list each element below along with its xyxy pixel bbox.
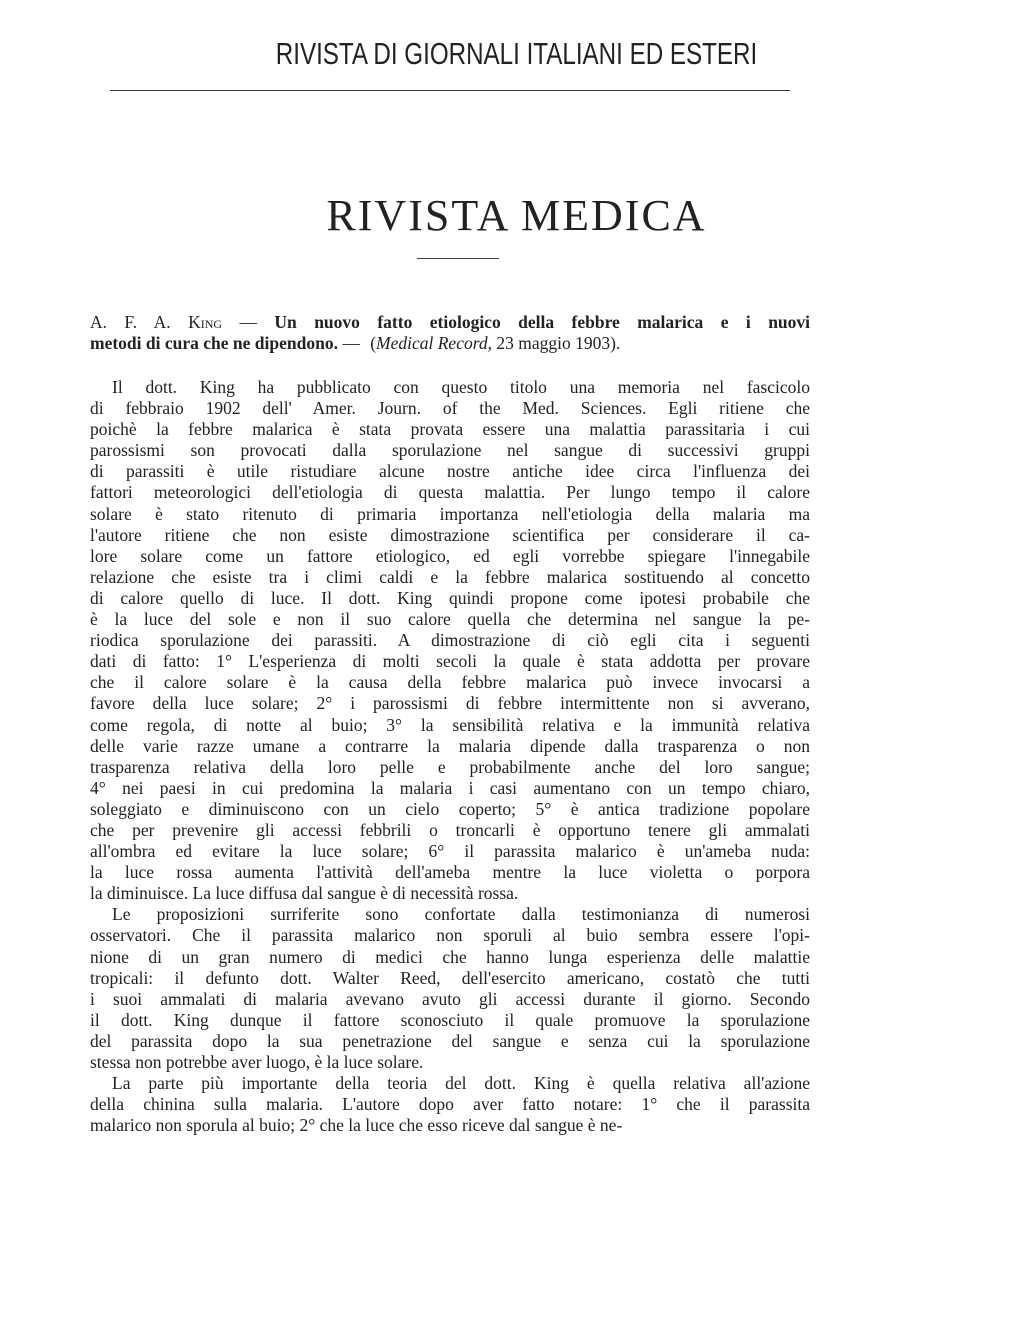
paragraph3-line: malarico non sporula al buio; 2° che la luce che esso riceve dal sangue è ne- [90,1115,623,1136]
paragraph1-line: favore della luce solare; 2° i parossismi di febbre intermittente non si avverano, [90,693,810,714]
paragraph2-line: stessa non potrebbe aver luogo, è la luce solare. [90,1052,424,1072]
paragraph-3 [90,1073,810,1136]
paragraph1-line: la diminuisce. La luce diffusa dal sangue è di necessità rossa. [90,883,519,904]
paragraph1-line: che il calore solare è la causa della febbre malarica può invece invocarsi a [90,672,810,693]
paragraph1-line: di calore quello di luce. Il dott. King quindi propone come ipotesi probabile che [90,587,810,608]
paragraph1-line: di parassiti è utile ristudiare alcune nostre antiche idee circa l'influenza dei [90,461,810,482]
paragraph1-line: lore solare come un fattore etiologico, ed egli vorrebbe spiegare l'innegabile [90,545,810,566]
paragraph1-line: dati di fatto: 1° L'esperienza di molti secoli la quale è stata addotta per provare [90,651,810,672]
paragraph1-line: di febbraio 1902 dell' Amer. Journ. of the Med. Sciences. Egli ritiene che [90,398,810,419]
article-heading-line-1 [90,312,810,333]
author-name: King [188,312,223,332]
paragraph2-line: il dott. King dunque il fattore sconosciuto il quale promuove la sporulazione [90,1009,810,1030]
paragraph1-line: è la luce del sole e non il suo calore quella che determina nel sangue la pe- [90,609,810,630]
paragraph1-line: relazione che esiste tra i climi caldi e la febbre malarica sostituendo al concetto [90,566,810,587]
paragraph3-line: La parte più importante della teoria del dott. King è quella relativa all'azione [112,1073,810,1094]
paragraph1-line: parossismi son provocati dalla sporulazione nel sangue di successivi gruppi [90,440,810,461]
paragraph1-line: l'autore ritiene che non esiste dimostrazione scientifica per considerare il ca- [90,524,810,545]
paragraph1-line: riodica sporulazione dei parassiti. A dimostrazione di ciò egli cita i seguenti [90,630,810,651]
citation-dash-1: — [239,312,257,332]
paragraph1-line: Il dott. King ha pubblicato con questo titolo una memoria nel fascicolo [112,377,810,397]
citation-journal: Medical Record, [376,333,493,354]
article-heading-line-2 [90,333,810,354]
paragraph1-line: fattori meteorologici dell'etiologia di questa malattia. Per lungo tempo il calore [90,482,810,503]
paragraph1-line: la luce rossa aumenta l'attività dell'ameba mentre la luce violetta o porpora [90,862,810,883]
paragraph1-line: che per prevenire gli accessi febbrili o troncarli è opportuno tenere gli ammalati [90,819,810,840]
paragraph2-line: del parassita dopo la sua penetrazione del sangue e senza cui la sporulazione [90,1030,810,1051]
article-title-line-2: metodi di cura che ne dipendono. [90,333,338,354]
paragraph1-line: trasparenza relativa della loro pelle e probabilmente anche del loro sangue; [90,756,810,777]
citation-open-paren: ( [370,333,377,354]
article-heading [90,312,810,354]
section-title: RIVISTA MEDICA [326,191,707,240]
citation-dash-2: — [342,333,360,354]
paragraph2-line: Le proposizioni surriferite sono confortate dalla testimonianza di numerosi [112,904,810,925]
article-title-line-1: Un nuovo fatto etiologico della febbre malarica e i nuovi [274,312,811,332]
title-rule [417,258,499,259]
paragraph1-line: soleggiato e diminuiscono con un cielo coperto; 5° è antica tradizione popolare [90,798,810,819]
paragraph2-line: osservatori. Che il parassita malarico non sporuli al buio sembra essere l'opi- [90,925,810,946]
paragraph-2 [90,904,810,1073]
author-initials: A. F. A. [90,312,171,332]
paragraph3-line: della chinina sulla malaria. L'autore dopo aver fatto notare: 1° che il parassita [90,1094,810,1115]
citation-date: 23 maggio 1903). [496,333,621,354]
paragraph1-line: delle varie razze umane a contrarre la malaria dipende dalla trasparenza o non [90,735,810,756]
paragraph2-line: tropicali: il defunto dott. Walter Reed, dell'esercito americano, costatò che tutti [90,967,810,988]
paragraph-1 [90,377,810,904]
article-body [90,377,810,1136]
paragraph1-line: 4° nei paesi in cui predomina la malaria i casi aumentano con un tempo chiaro, [90,777,810,798]
paragraph1-line: solare è stato ritenuto di primaria importanza nell'etiologia della malaria ma [90,503,810,524]
paragraph1-line: all'ombra ed evitare la luce solare; 6° il parassita malarico è un'ameba nuda: [90,841,810,862]
paragraph2-line: i suoi ammalati di malaria avevano avuto gli accessi durante il giorno. Secondo [90,988,810,1009]
header-rule [110,90,790,91]
running-head: RIVISTA DI GIORNALI ITALIANI ED ESTERI [275,36,758,71]
paragraph1-line: poichè la febbre malarica è stata provata essere una malattia parassitaria i cui [90,419,810,440]
paragraph1-line: come regola, di notte al buio; 3° la sensibilità relativa e la immunità relativa [90,714,810,735]
paragraph2-line: nione di un gran numero di medici che hanno lunga esperienza delle malattie [90,946,810,967]
